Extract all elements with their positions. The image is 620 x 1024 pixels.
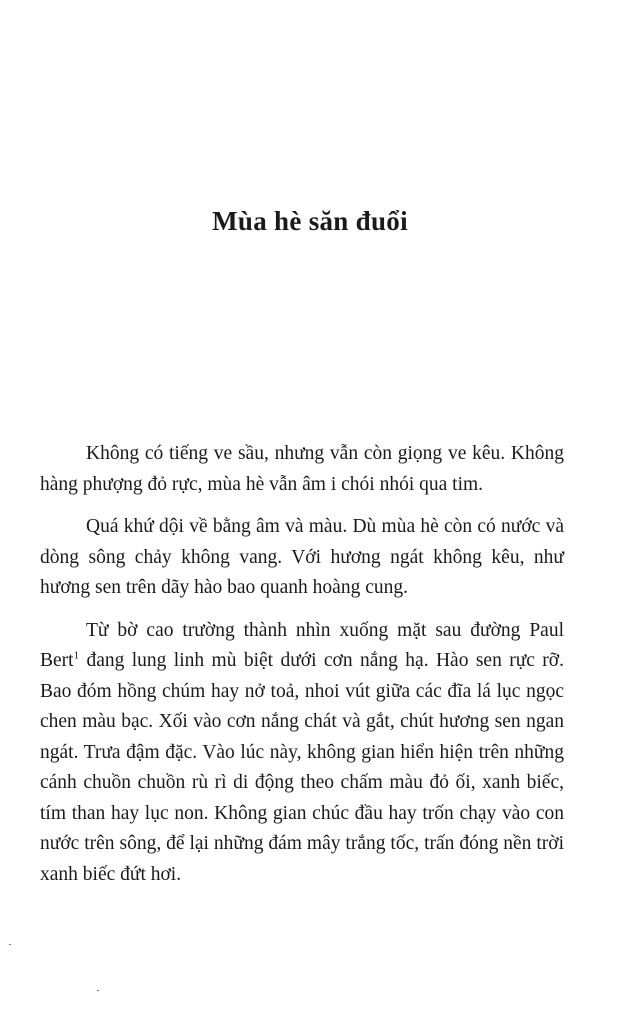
paragraph bbox=[40, 616, 564, 891]
scan-speck bbox=[97, 990, 99, 991]
paragraph-text-start: Từ bờ cao trường thành nhìn xuống mặt sau đường Paul Bert bbox=[40, 619, 564, 671]
paragraph-text-end: đang lung linh mù biệt dưới cơn nắng hạ. Hào sen rực rỡ. Bao đóm hồng chúm hay nở toả, nhoi vút giữa các đĩa lá lục ngọc chen màu bạc. Xối vào cơn nắng chát và gắt, chút hương sen ngan ngát. Trưa đậm đặc. Vào lúc này, không gian hiển hiện trên những cánh chuồn chuồn rù rì di động theo chấm màu đỏ ối, xanh biếc, tím than hay lục non. Không gian chúc đầu hay trốn chạy vào con nước trên sông, để lại những đám mây trắng tốc, trấn đóng nền trời xanh biếc đứt hơi. bbox=[40, 650, 564, 885]
scan-speck bbox=[9, 944, 11, 945]
footnote-marker[interactable]: 1 bbox=[73, 649, 80, 662]
paragraph: Không có tiếng ve sầu, nhưng vẫn còn giọng ve kêu. Không hàng phượng đỏ rực, mùa hè vẫn âm i chói nhói qua tim. bbox=[40, 443, 564, 495]
paragraph: Quá khứ dội về bằng âm và màu. Dù mùa hè còn có nước và dòng sông chảy không vang. Với hương ngát không kêu, như hương sen trên dãy hào bao quanh hoàng cung. bbox=[40, 516, 564, 598]
chapter-body bbox=[40, 439, 564, 902]
chapter-title: Mùa hè săn đuổi bbox=[212, 206, 408, 236]
